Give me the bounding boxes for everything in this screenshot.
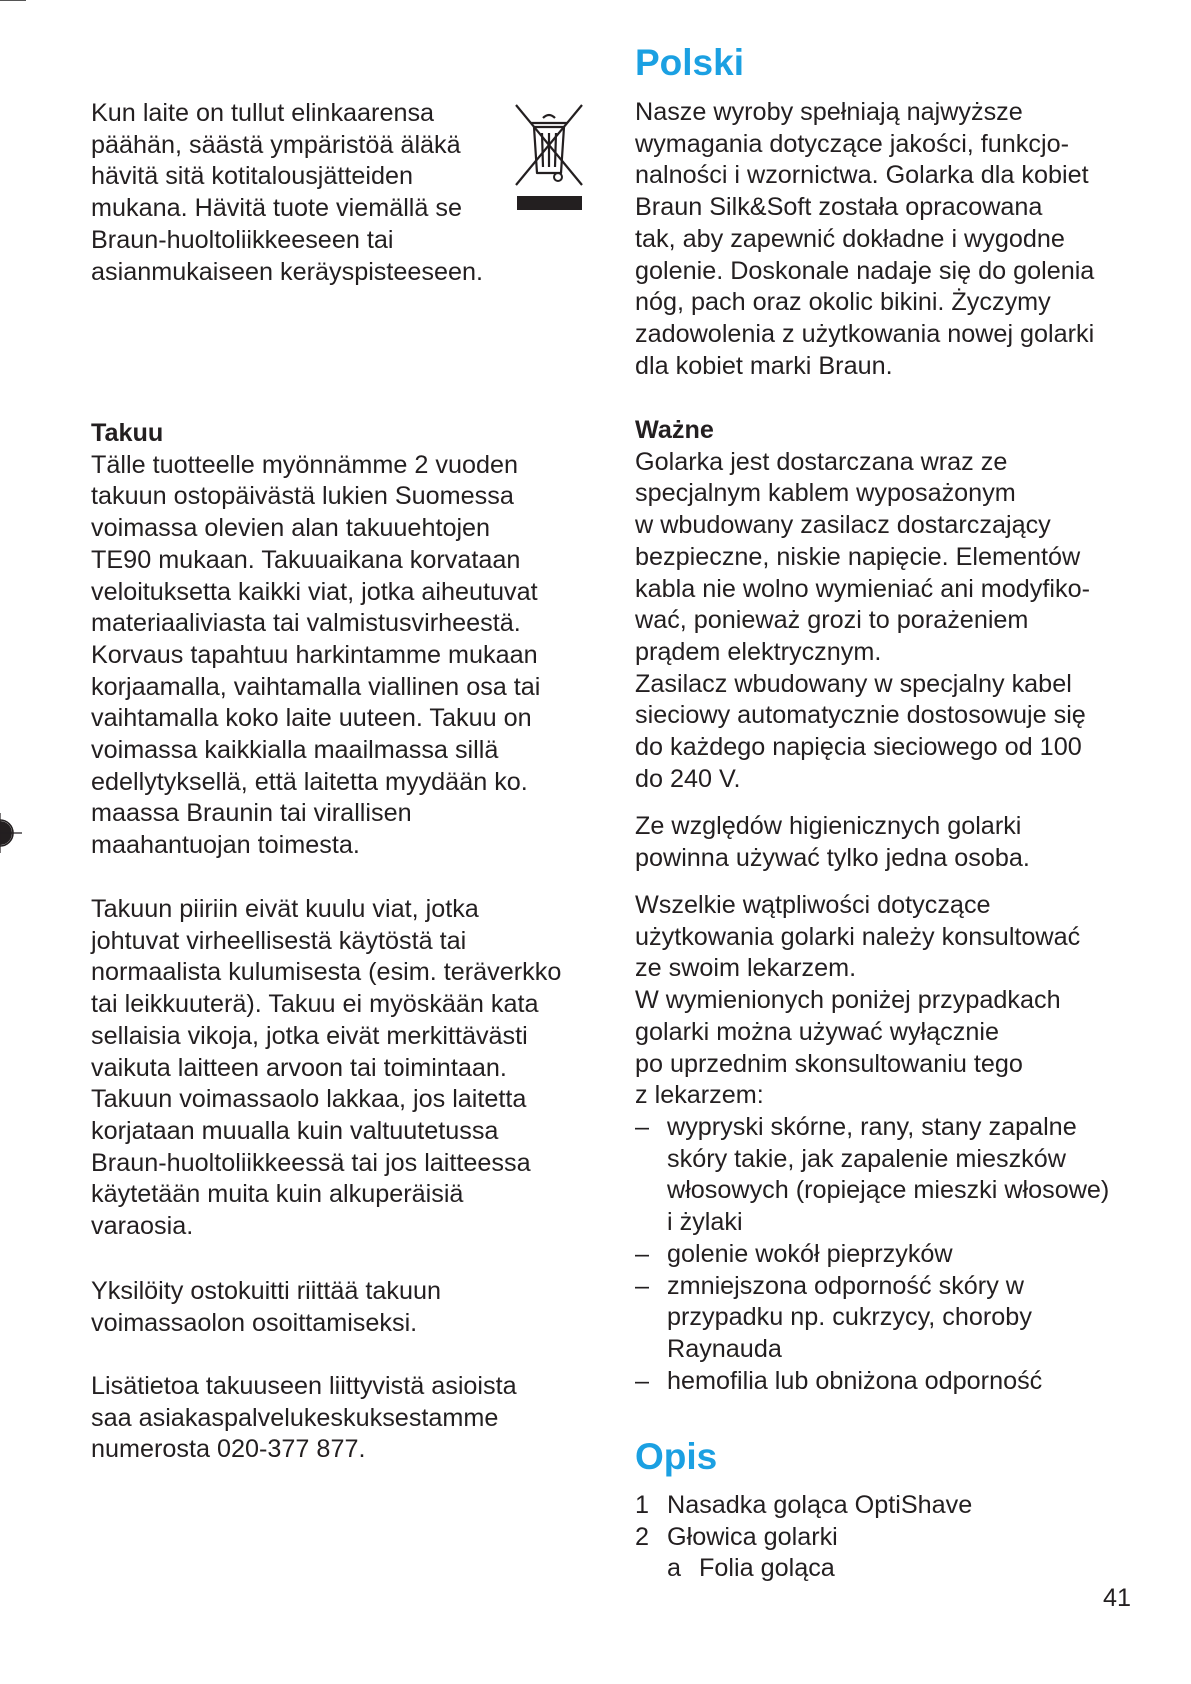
text-line: golenie. Doskonale nadaje się do golenia [635, 256, 1095, 285]
item-number: 2 [635, 1522, 650, 1551]
text-line: w wbudowany zasilacz dostarczający [635, 511, 1051, 540]
list-dash: – [635, 1113, 650, 1141]
list-item [635, 1239, 1155, 1271]
text-line: bezpieczne, niskie napięcie. Elementów [635, 542, 1081, 571]
text-line: tai leikkuuterä). Takuu ei myöskään kata [91, 990, 539, 1019]
list-dash: – [635, 1271, 650, 1300]
list-item [635, 1271, 1155, 1366]
intro-paragraph [635, 97, 1155, 382]
registration-mark-icon [0, 811, 22, 855]
text-line: sellaisia vikoja, jotka eivät merkittävästi [91, 1021, 528, 1050]
receipt-paragraph [91, 1276, 601, 1339]
text-line: takuun ostopäivästä lukien Suomessa [91, 482, 514, 511]
text-line: korjaamalla, vaihtamalla viallinen osa tai [91, 672, 541, 701]
text-line: edellytyksellä, että laitetta myydään ko. [91, 767, 528, 796]
text-line: prądem elektrycznym. [635, 637, 882, 666]
text-line: Wszelkie wątpliwości dotyczące [635, 891, 991, 919]
text-line: normaalista kulumisesta (esim. teräverkko [91, 958, 562, 987]
language-title: Polski [635, 42, 744, 83]
text-line: wypryski skórne, rany, stany zapalne [667, 1113, 1077, 1141]
crossed-out-wheelie-bin-icon [514, 101, 584, 213]
text-line: do każdego napięcia sieciowego od 100 [635, 733, 1082, 762]
section-title: Takuu [91, 419, 164, 447]
text-line: użytkowania golarki należy konsultować [635, 922, 1081, 951]
text-line: W wymienionych poniżej przypadkach [635, 986, 1061, 1015]
crop-mark [0, 0, 26, 1]
text-line: Kun laite on tullut elinkaarensa [91, 99, 435, 127]
section-title: Ważne [635, 416, 714, 444]
text-line: przypadku np. cukrzycy, choroby [667, 1303, 1032, 1332]
text-line: golenie wokół pieprzyków [667, 1239, 953, 1268]
text-line: specjalnym kablem wyposażonym [635, 479, 1016, 508]
text-line: johtuvat virheellisestä käytöstä tai [91, 926, 467, 955]
text-line: kabla nie wolno wymieniać ani modyfiko- [635, 574, 1090, 603]
text-line: zadowolenia z użytkowania nowej golarki [635, 319, 1095, 348]
list-item [635, 1553, 1155, 1585]
text-line: Raynauda [667, 1334, 782, 1363]
text-line: ze swoim lekarzem. [635, 954, 857, 983]
text-line: Yksilöity ostokuitti riittää takuun [91, 1277, 441, 1305]
text-line: Lisätietoa takuuseen liittyvistä asioista [91, 1372, 517, 1400]
text-line: asianmukaiseen keräyspisteeseen. [91, 257, 484, 286]
text-line: voimassa kaikkialla maailmassa sillä [91, 736, 499, 765]
list-item [635, 1112, 1155, 1239]
item-text: Nasadka goląca OptiShave [667, 1491, 973, 1519]
item-number: a [667, 1554, 682, 1583]
doctor-paragraph [635, 890, 1155, 1112]
text-line: włosowych (ropiejące mieszki włosowe) [667, 1176, 1110, 1205]
list-item [635, 1522, 1155, 1554]
warranty-section [91, 418, 601, 862]
text-line: zmniejszona odporność skóry w [667, 1271, 1024, 1300]
text-line: skóry takie, jak zapalenie mieszków [667, 1144, 1066, 1173]
item-text: Folia goląca [699, 1554, 835, 1583]
contact-paragraph [91, 1371, 601, 1466]
list-item [635, 1490, 1155, 1522]
text-line: wymagania dotyczące jakości, funkcjo- [635, 129, 1069, 158]
text-line: Braun-huoltoliikkeeseen tai [91, 225, 394, 254]
text-line: Takuun piiriin eivät kuulu viat, jotka [91, 895, 479, 923]
text-line: wać, ponieważ grozi to porażeniem [635, 606, 1029, 635]
text-line: voimassa olevien alan takuuehtojen [91, 514, 491, 543]
text-line: materiaaliviasta tai valmistusvirheestä. [91, 609, 521, 638]
list-dash: – [635, 1366, 650, 1395]
text-line: tak, aby zapewnić dokładne i wygodne [635, 224, 1065, 253]
text-line: maahantuojan toimesta. [91, 831, 360, 860]
list-item [635, 1366, 1155, 1398]
text-line: TE90 mukaan. Takuuaikana korvataan [91, 545, 521, 574]
text-line: päähän, säästä ympäristöä äläkä [91, 130, 461, 159]
text-line: mukana. Hävitä tuote viemällä se [91, 194, 462, 223]
text-line: hävitä sitä kotitalousjätteiden [91, 162, 414, 191]
text-line: po uprzednim skonsultowaniu tego [635, 1049, 1023, 1078]
text-line: Nasze wyroby spełniają najwyższe [635, 98, 1023, 126]
text-line: Braun Silk&Soft została opracowana [635, 193, 1043, 222]
conditions-list [635, 1112, 1155, 1397]
text-line: golarki można używać wyłącznie [635, 1017, 999, 1046]
text-line: Tälle tuotteelle myönnämme 2 vuoden [91, 450, 519, 479]
text-line: vaihtamalla koko laite uuteen. Takuu on [91, 704, 532, 733]
text-line: i żylaki [667, 1208, 743, 1237]
text-line: powinna używać tylko jedna osoba. [635, 843, 1030, 872]
description-title: Opis [635, 1436, 718, 1477]
parts-list [635, 1490, 1155, 1585]
important-section [635, 415, 1155, 795]
text-line: z lekarzem: [635, 1081, 764, 1110]
text-line: Zasilacz wbudowany w specjalny kabel [635, 669, 1072, 698]
text-line: Golarka jest dostarczana wraz ze [635, 447, 1008, 476]
text-line: vaikuta laitteen arvoon tai toimintaan. [91, 1053, 507, 1082]
text-line: Ze względów higienicznych golarki [635, 812, 1022, 840]
text-line: veloituksetta kaikki viat, jotka aiheutuvat [91, 577, 538, 606]
text-line: saa asiakaspalvelukeskuksestamme [91, 1403, 499, 1432]
text-line: varaosia. [91, 1212, 194, 1241]
warranty-exclusions-paragraph [91, 894, 601, 1243]
text-line: voimassaolon osoittamiseksi. [91, 1308, 418, 1337]
text-line: Korvaus tapahtuu harkintamme mukaan [91, 640, 538, 669]
text-line: nalności i wzornictwa. Golarka dla kobiet [635, 161, 1089, 190]
text-line: numerosta 020-377 877. [91, 1435, 366, 1464]
text-line: hemofilia lub obniżona odporność [667, 1366, 1043, 1395]
text-line: käytetään muita kuin alkuperäisiä [91, 1180, 464, 1209]
text-line: Braun-huoltoliikkeessä tai jos laitteessa [91, 1148, 531, 1177]
text-line: Takuun voimassaolo lakkaa, jos laitetta [91, 1085, 527, 1114]
item-number: 1 [635, 1491, 650, 1519]
page-number: 41 [1102, 1584, 1131, 1612]
text-line: korjataan muualla kuin valtuutetussa [91, 1116, 499, 1145]
text-line: dla kobiet marki Braun. [635, 351, 893, 380]
text-line: do 240 V. [635, 764, 741, 793]
item-text: Głowica golarki [667, 1522, 838, 1551]
text-line: nóg, pach oraz okolic bikini. Życzymy [635, 288, 1051, 317]
hygiene-paragraph [635, 811, 1155, 874]
text-line: sieciowy automatycznie dostosowuje się [635, 701, 1086, 730]
text-line: maassa Braunin tai virallisen [91, 799, 412, 828]
list-dash: – [635, 1239, 650, 1268]
